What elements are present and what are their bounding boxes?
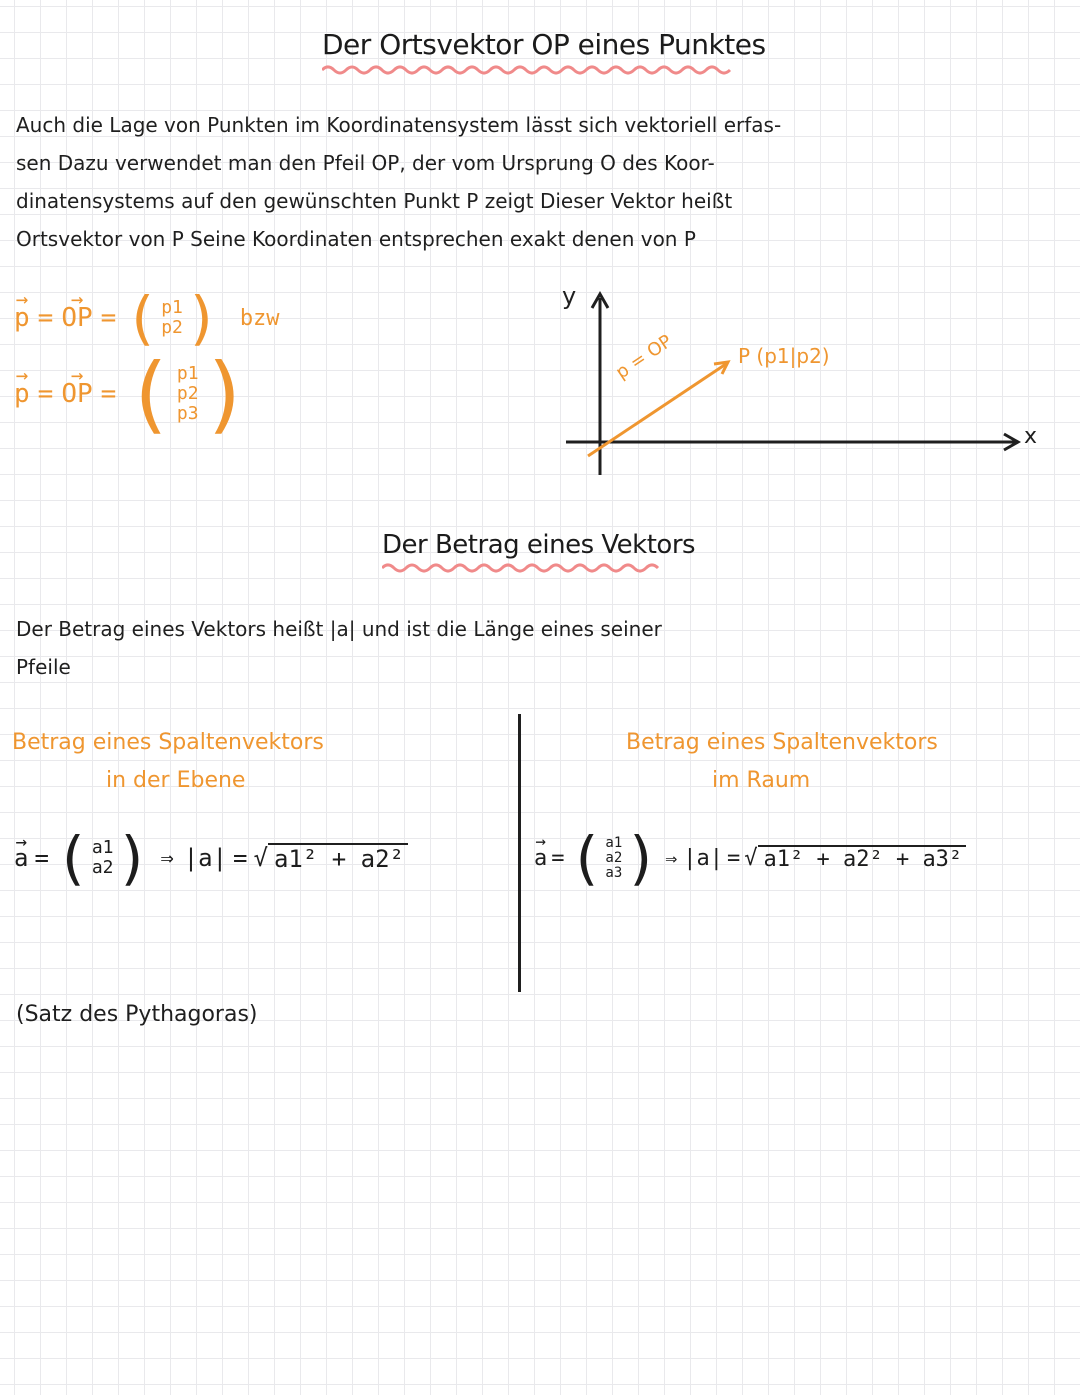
title-underline [382,562,662,574]
paragraph-line: sen Dazu verwendet man den Pfeil OP, der vom Ursprung O des Koor- [16,151,715,175]
double-arrow-icon: ⇒ [160,845,174,871]
space-heading: Betrag eines Spaltenvektors [626,730,938,755]
x-axis-label: x [1024,424,1038,449]
magnitude-a: |a| [683,845,723,871]
paragraph-line: dinatensystems auf den gewünschten Punkt P zeigt Dieser Vektor heißt [16,189,733,213]
vector-p: → p [14,379,30,409]
component-a3: a3 [605,864,623,881]
double-arrow-icon: ⇒ [665,846,678,870]
magnitude-a: |a| [183,844,228,872]
page-title: Der Ortsvektor OP eines Punktes [322,28,766,61]
intro-paragraph [16,106,781,258]
vector-op: → OP [61,303,92,333]
vector-p: → p [14,303,30,333]
position-vector-3d-formula: → p = → OP = ( p1 p2 p3 ) [14,352,251,436]
component-p1: p1 [161,297,183,318]
space-subheading: im Raum [712,768,811,793]
paragraph-line: Ortsvektor von P Seine Koordinaten entsprechen exakt denen von P [16,227,696,251]
vector-a: → a [14,844,28,872]
component-a1: a1 [91,837,114,858]
space-magnitude-formula: → a = ( a1 a2 a3 ) ⇒ |a| = √ a1² + a2² + a3² [534,820,966,896]
vector-label: p = OP [612,330,676,384]
radicand: a1² + a2² [268,843,408,873]
paragraph-line: Auch die Lage von Punkten im Koordinatensystem lässt sich vektoriell erfas- [16,113,782,137]
component-p2: p2 [161,317,183,338]
point-label: P (p1|p2) [738,344,830,368]
title-underline [322,64,736,76]
column-divider [518,714,521,992]
component-a1: a1 [605,834,623,851]
coordinate-sketch [556,280,1056,490]
component-a2: a2 [605,849,623,866]
y-axis-label: y [562,282,577,310]
plane-subheading: in der Ebene [106,768,246,793]
component-p3: p3 [176,403,199,424]
bzw-label: bzw [239,305,280,331]
vector-a: → a [534,846,547,871]
pythagoras-note: (Satz des Pythagoras) [16,1002,258,1027]
vector-op: → OP [61,379,92,409]
radicand: a1² + a2² + a3² [758,845,967,872]
magnitude-paragraph [16,610,662,686]
paragraph-line: Pfeile [16,655,71,679]
position-vector-2d-formula: → p = → OP = ( p1 p2 ) bzw [14,288,280,348]
section-title: Der Betrag eines Vektors [382,530,696,560]
component-p2: p2 [176,383,199,404]
paragraph-line: Der Betrag eines Vektors heißt |a| und ist die Länge eines seiner [16,617,662,641]
plane-magnitude-formula: → a = ( a1 a2 ) ⇒ |a| = √ a1² + a2² [14,826,408,890]
component-p1: p1 [176,363,199,384]
component-a2: a2 [91,857,114,878]
plane-heading: Betrag eines Spaltenvektors [12,730,324,755]
